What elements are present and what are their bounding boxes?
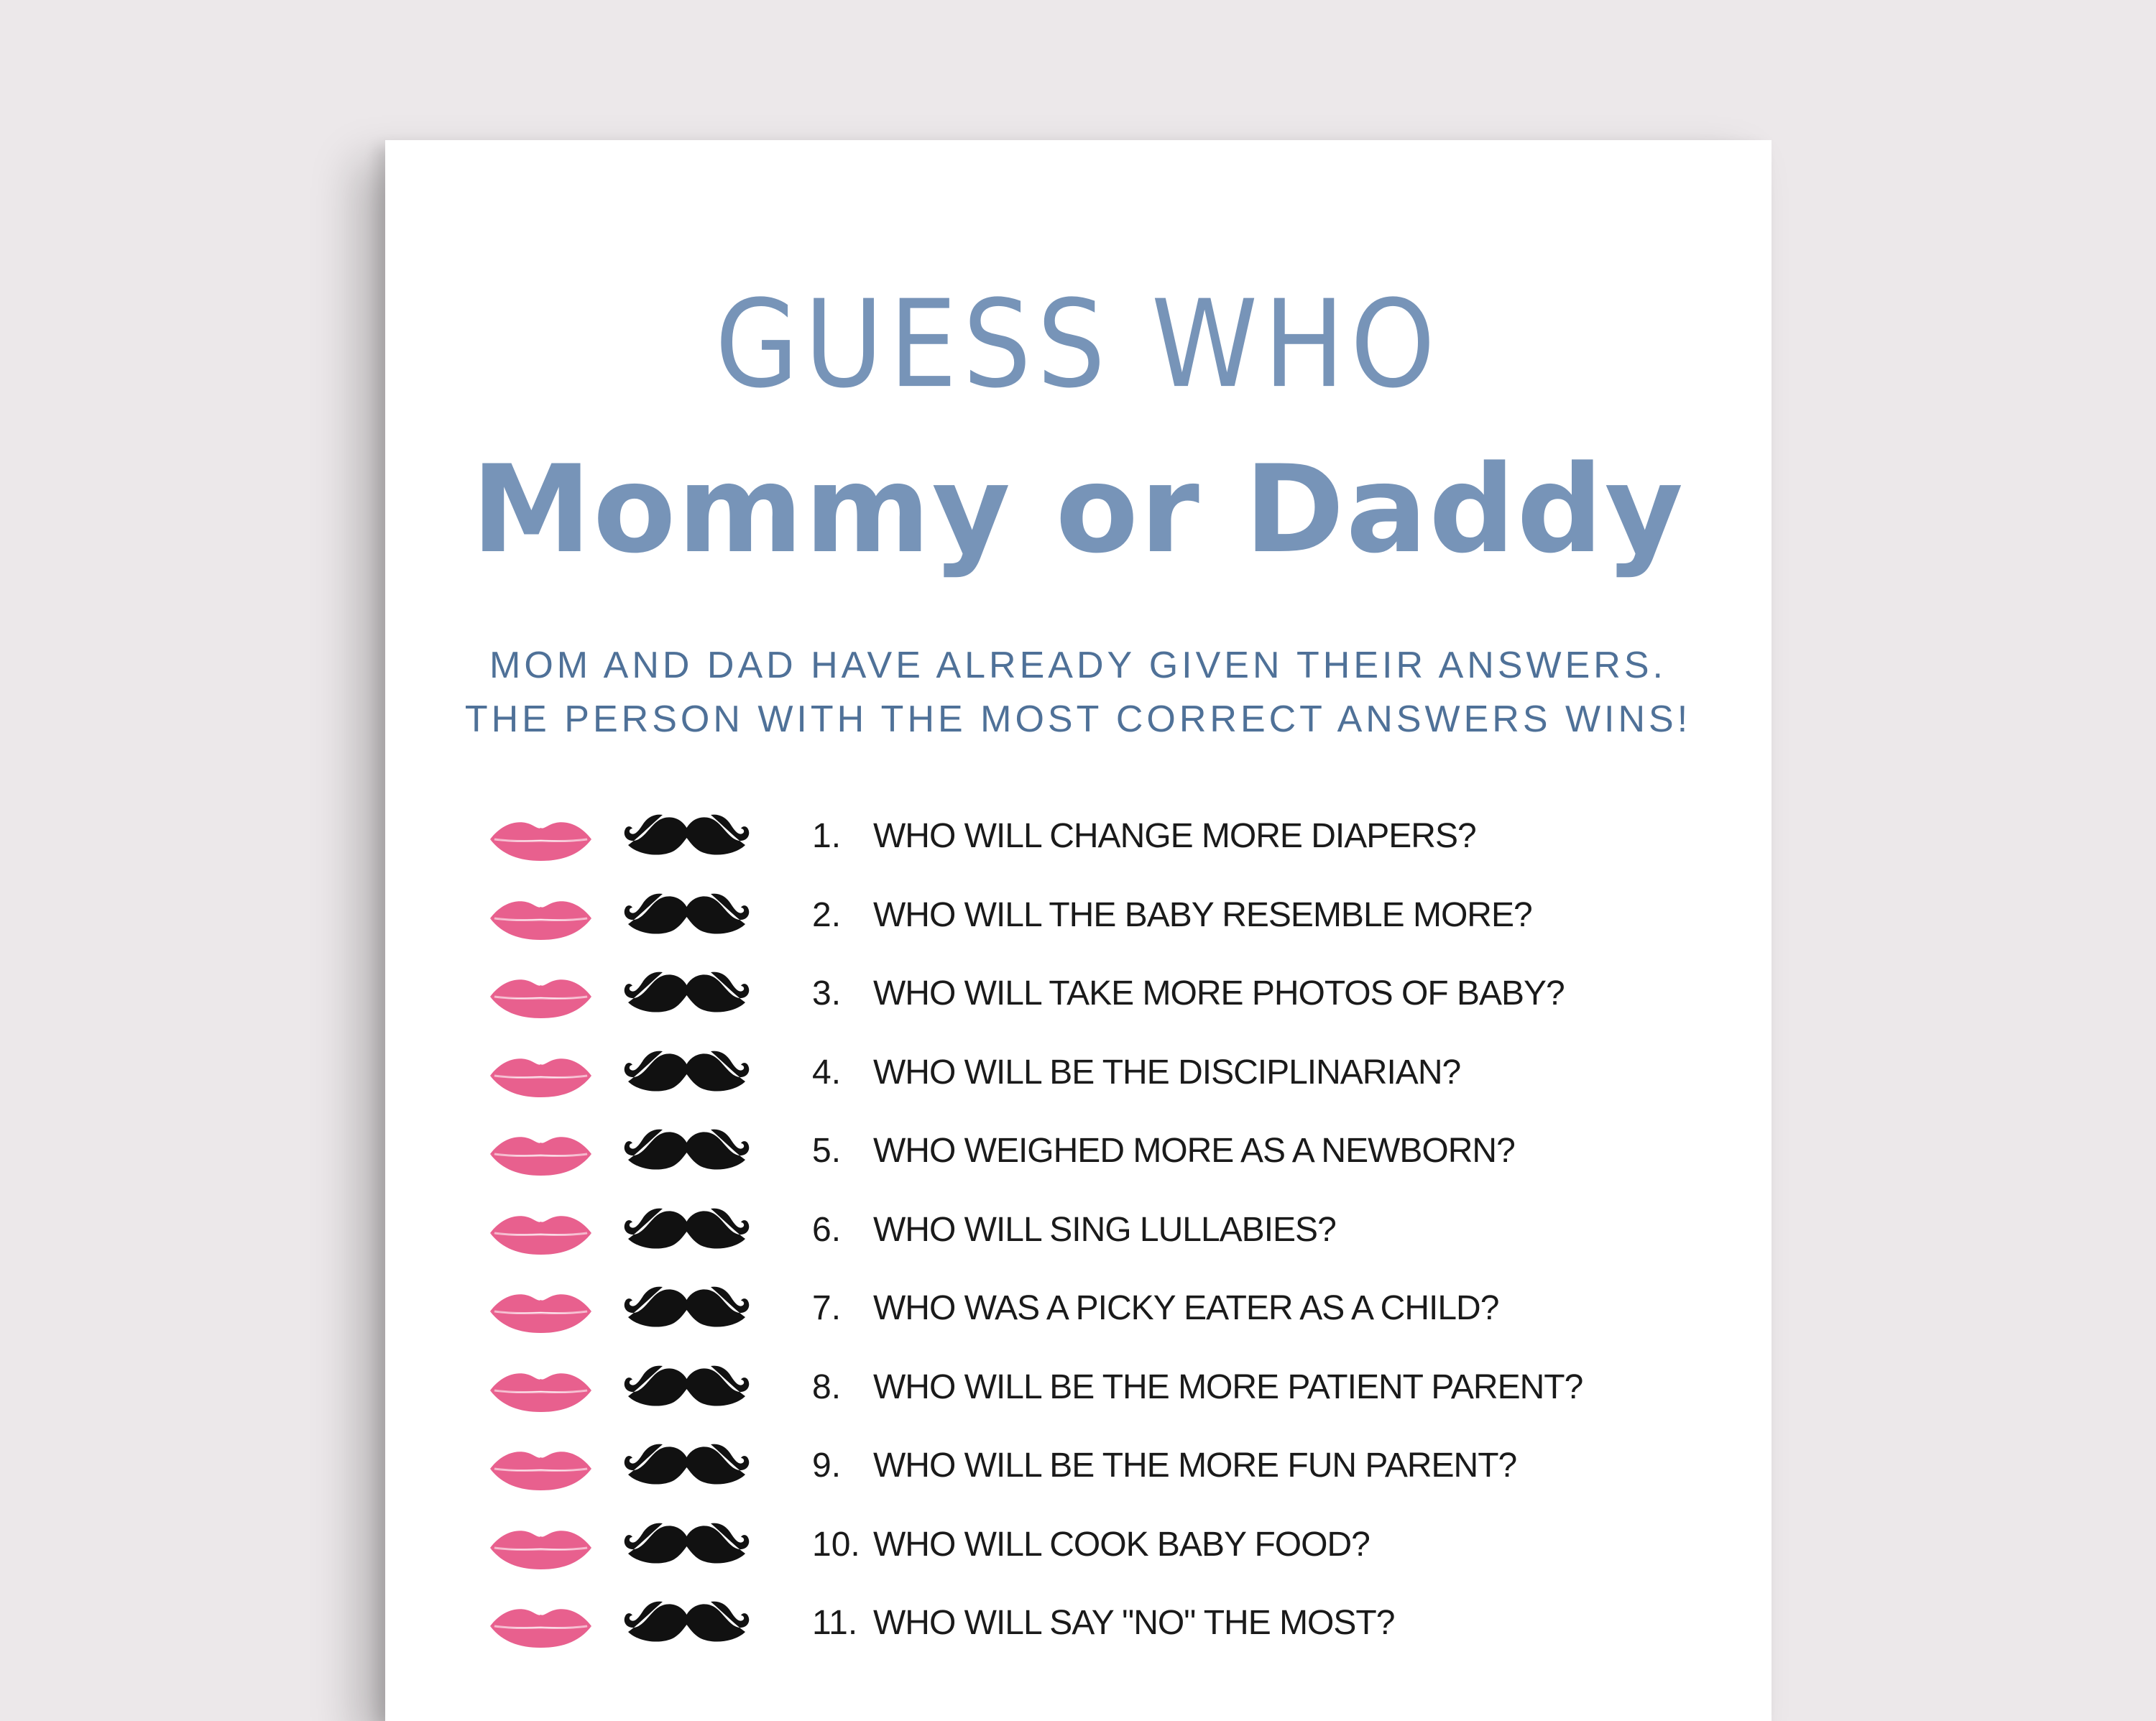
lips-icon[interactable]	[489, 1605, 593, 1649]
lips-icon[interactable]	[489, 1132, 593, 1177]
question-text: WHO WILL COOK BABY FOOD?	[873, 1525, 1370, 1564]
mustache-icon[interactable]	[617, 813, 757, 864]
question-number: 7.	[812, 1289, 842, 1327]
question-row-3	[489, 961, 1710, 1033]
question-number: 6.	[812, 1210, 842, 1249]
question-row-6	[489, 1197, 1710, 1269]
question-number: 5.	[812, 1132, 842, 1170]
title-mommy-or-daddy: Mommy or Daddy	[471, 439, 1685, 580]
question-row-10	[489, 1512, 1710, 1584]
lips-icon[interactable]	[489, 975, 593, 1020]
question-text: WHO WILL THE BABY RESEMBLE MORE?	[873, 895, 1532, 934]
instructions-line-1: MOM AND DAD HAVE ALREADY GIVEN THEIR ANSWERS.	[489, 645, 1667, 686]
lips-icon[interactable]	[489, 897, 593, 941]
mustache-icon[interactable]	[617, 892, 757, 943]
question-number: 9.	[812, 1447, 842, 1485]
lips-icon[interactable]	[489, 1290, 593, 1334]
question-row-11	[489, 1590, 1710, 1662]
mustache-icon[interactable]	[617, 1522, 757, 1572]
lips-icon[interactable]	[489, 818, 593, 862]
lips-icon[interactable]	[489, 1212, 593, 1256]
mustache-icon[interactable]	[617, 1128, 757, 1178]
question-text: WHO WILL BE THE DISCIPLINARIAN?	[873, 1053, 1461, 1092]
question-row-2	[489, 882, 1710, 954]
question-number: 10.	[812, 1525, 860, 1564]
question-number: 4.	[812, 1053, 842, 1092]
mustache-icon[interactable]	[617, 1050, 757, 1100]
title-guess-who: GUESS WHO	[714, 274, 1442, 415]
question-text: WHO WILL SAY "NO" THE MOST?	[873, 1604, 1395, 1642]
question-text: WHO WAS A PICKY EATER AS A CHILD?	[873, 1289, 1499, 1327]
question-text: WHO WILL BE THE MORE FUN PARENT?	[873, 1447, 1517, 1485]
lips-icon[interactable]	[489, 1447, 593, 1492]
question-text: WHO WEIGHED MORE AS A NEWBORN?	[873, 1132, 1515, 1170]
question-text: WHO WILL SING LULLABIES?	[873, 1210, 1336, 1249]
question-text: WHO WILL TAKE MORE PHOTOS OF BABY?	[873, 974, 1565, 1012]
question-text: WHO WILL CHANGE MORE DIAPERS?	[873, 817, 1476, 855]
mustache-icon[interactable]	[617, 1207, 757, 1258]
lips-icon[interactable]	[489, 1369, 593, 1413]
question-number: 2.	[812, 895, 842, 934]
question-row-9	[489, 1433, 1710, 1505]
question-number: 11.	[812, 1604, 858, 1642]
question-text: WHO WILL BE THE MORE PATIENT PARENT?	[873, 1367, 1583, 1406]
mustache-icon[interactable]	[617, 1600, 757, 1651]
lips-icon[interactable]	[489, 1526, 593, 1571]
mustache-icon[interactable]	[617, 1286, 757, 1336]
question-number: 1.	[812, 817, 842, 855]
lips-icon[interactable]	[489, 1054, 593, 1099]
question-row-5	[489, 1118, 1710, 1190]
question-row-8	[489, 1355, 1710, 1426]
question-number: 3.	[812, 974, 842, 1012]
question-number: 8.	[812, 1367, 842, 1406]
question-row-1	[489, 803, 1710, 875]
question-row-7	[489, 1275, 1710, 1347]
question-row-4	[489, 1040, 1710, 1112]
mustache-icon[interactable]	[617, 1443, 757, 1493]
mustache-icon[interactable]	[617, 1365, 757, 1415]
mustache-icon[interactable]	[617, 971, 757, 1021]
instructions-line-2: THE PERSON WITH THE MOST CORRECT ANSWERS WINS!	[464, 698, 1692, 740]
